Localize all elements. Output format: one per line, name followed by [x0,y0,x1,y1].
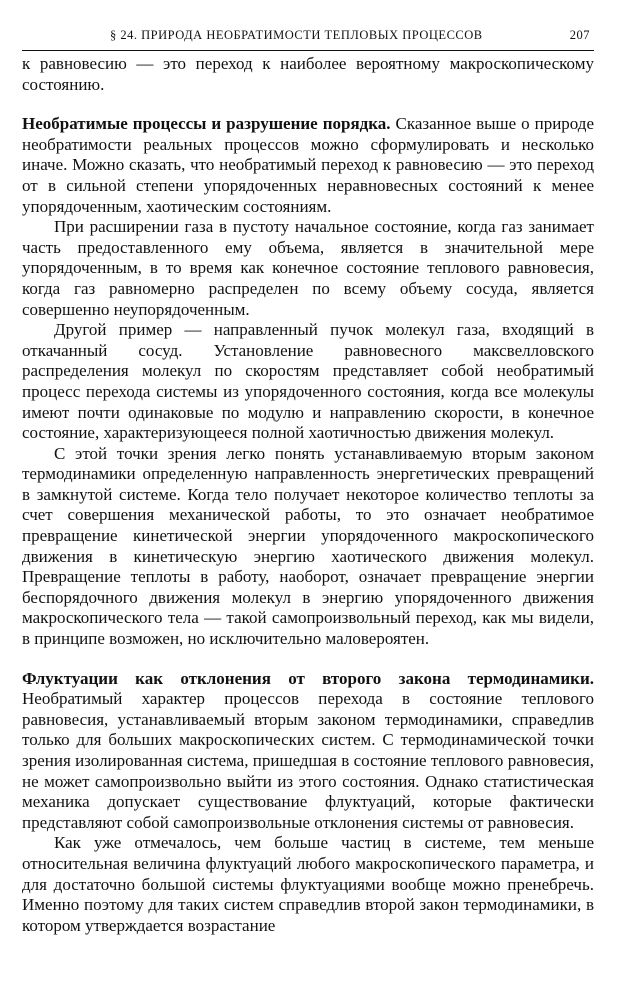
paragraph-irreversible-processes [22,114,594,217]
paragraph-text: Необратимый характер процессов перехода в состояние теплового равновесия, устанавливаемый вторым законом термодинамики, справедлив только для больших макроскопических систем. С термодинамической точки зрения изолированная система, пришедшая в состояние теплового равновесия, не может самопроизвольно выйти из этого состояния. Однако статистическая механика допускает существование флуктуаций, которые фактически представляют собой самопроизвольные отклонения системы от равновесия. [22,689,594,832]
section-title: § 24. ПРИРОДА НЕОБРАТИМОСТИ ТЕПЛОВЫХ ПРОЦЕССОВ [110,28,483,42]
paragraph-fluctuations [22,669,594,834]
paragraph-continued: к равновесию — это переход к наиболее вероятному макроскопическому состоянию. [22,54,594,94]
body-text [22,54,594,936]
paragraph-text: Сказанное выше о природе необратимости реальных процессов можно сформулировать и несколько иначе. Можно сказать, что необратимый переход к равновесию — это переход от в сильной степени упорядоченных неравновесных состояний к менее упорядоченным, хаотическим состояниям. [22,114,594,216]
page-number: 207 [569,28,590,42]
paragraph-molecular-beam: Другой пример — направленный пучок молекул газа, входящий в откачанный сосуд. Установление равновесного максвелловского распределения молекул по скоростям представляет собой необратимый процесс перехода системы из упорядоченного состояния, когда все молекулы имеют почти одинаковые по модулю и направлению скорости, в конечное состояние, характеризующееся полной хаотичностью движения молекул. [22,320,594,443]
running-header [22,28,594,50]
paragraph-energy-direction: С этой точки зрения легко понять устанавливаемую вторым законом термодинамики определенную направленность энергетических превращений в замкнутой системе. Когда тело получает некоторое количество теплоты за счет совершения механической работы, то это означает необратимое превращение кинетической энергии упорядоченного макроскопического движения в кинетическую энергию хаотического движения молекул. Превращение теплоты в работу, наоборот, означает превращение энергии беспорядочного движения молекул в энергию упорядоченного движения макроскопического тела — такой самопроизвольный переход, как мы видели, в принципе возможен, но исключительно маловероятен. [22,443,594,649]
header-rule [22,50,594,51]
paragraph-particle-count: Как уже отмечалось, чем больше частиц в системе, тем меньше относительная величина флуктуаций любого макроскопического параметра, и для достаточно большой системы флуктуациями вообще можно пренебречь. Именно поэтому для таких систем справедлив второй закон термодинамики, в котором утверждается возрастание [22,833,594,935]
paragraph-gas-expansion: При расширении газа в пустоту начальное состояние, когда газ занимает часть предоставленного ему объема, является в значительной мере упорядоченным, в то время как конечное состояние теплового равновесия, когда газ равномерно распределен по всему объему сосуда, является совершенно неупорядоченным. [22,217,594,319]
book-page [22,28,594,936]
section-heading-fluctuations: Флуктуации как отклонения от второго закона термодинамики. [22,668,594,688]
section-heading-irreversible: Необратимые процессы и разрушение порядка. [22,114,391,134]
